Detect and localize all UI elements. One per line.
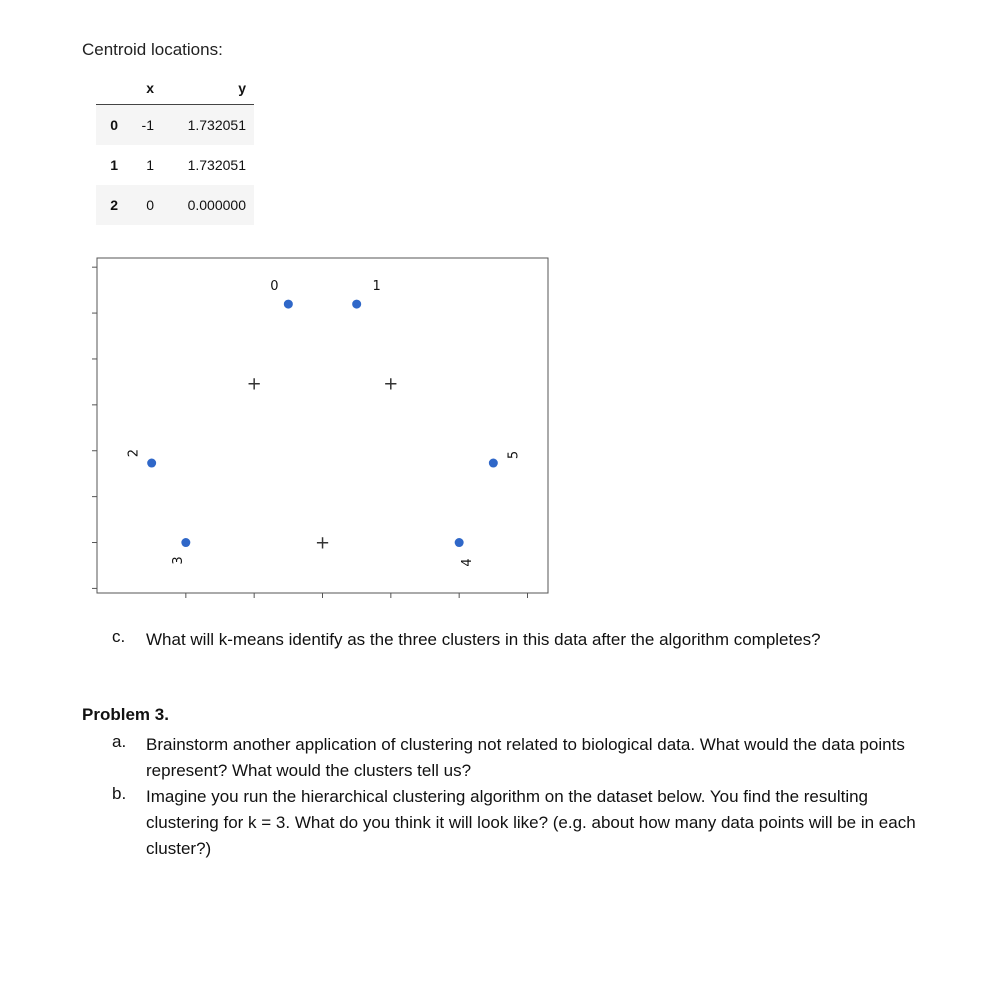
cell-y: 1.732051 (187, 117, 246, 133)
cell-x: -1 (141, 117, 154, 133)
problem-3a-marker: a. (112, 732, 127, 751)
centroid-heading: Centroid locations: (82, 40, 223, 59)
data-point (455, 538, 464, 547)
point-label: 1 (372, 279, 381, 295)
cell-y: 0.000000 (187, 197, 246, 213)
data-point (352, 300, 361, 309)
axis-ticks (92, 267, 528, 598)
centroid-marker: + (383, 373, 399, 395)
problem-3b-marker: b. (112, 784, 127, 803)
point-label: 5 (506, 450, 522, 460)
problem-3-title: Problem 3. (82, 705, 169, 724)
point-label: 0 (270, 279, 279, 295)
question-c-marker: c. (112, 627, 126, 646)
cell-x: 0 (146, 197, 154, 213)
problem-3b-text: Imagine you run the hierarchical clustering algorithm on the dataset below. You find the resulting clustering for k = 3. What do you think it will look like? (e.g. about how many data points will be in each cluster?) (146, 787, 916, 858)
row-index: 2 (110, 197, 118, 213)
y-column-header: y (166, 72, 254, 105)
cell-x: 1 (146, 157, 154, 173)
point-label: 2 (126, 448, 142, 458)
problem-3a-text: Brainstorm another application of clustering not related to biological data. What would the data points represent? What would the clusters tell us? (146, 735, 905, 780)
point-label: 3 (170, 556, 186, 565)
centroid-marker: + (314, 532, 331, 554)
data-point (284, 300, 293, 309)
plot-marks (127, 279, 522, 567)
data-point (181, 538, 190, 547)
point-label: 4 (460, 558, 476, 567)
row-index: 1 (110, 157, 118, 173)
cell-y: 1.732051 (187, 157, 246, 173)
question-c-text: What will k-means identify as the three clusters in this data after the algorithm completes? (146, 630, 821, 649)
data-point (489, 459, 498, 468)
centroid-marker: + (246, 373, 262, 395)
data-point (147, 459, 156, 468)
row-index: 0 (110, 117, 118, 133)
x-column-header: x (124, 72, 166, 105)
